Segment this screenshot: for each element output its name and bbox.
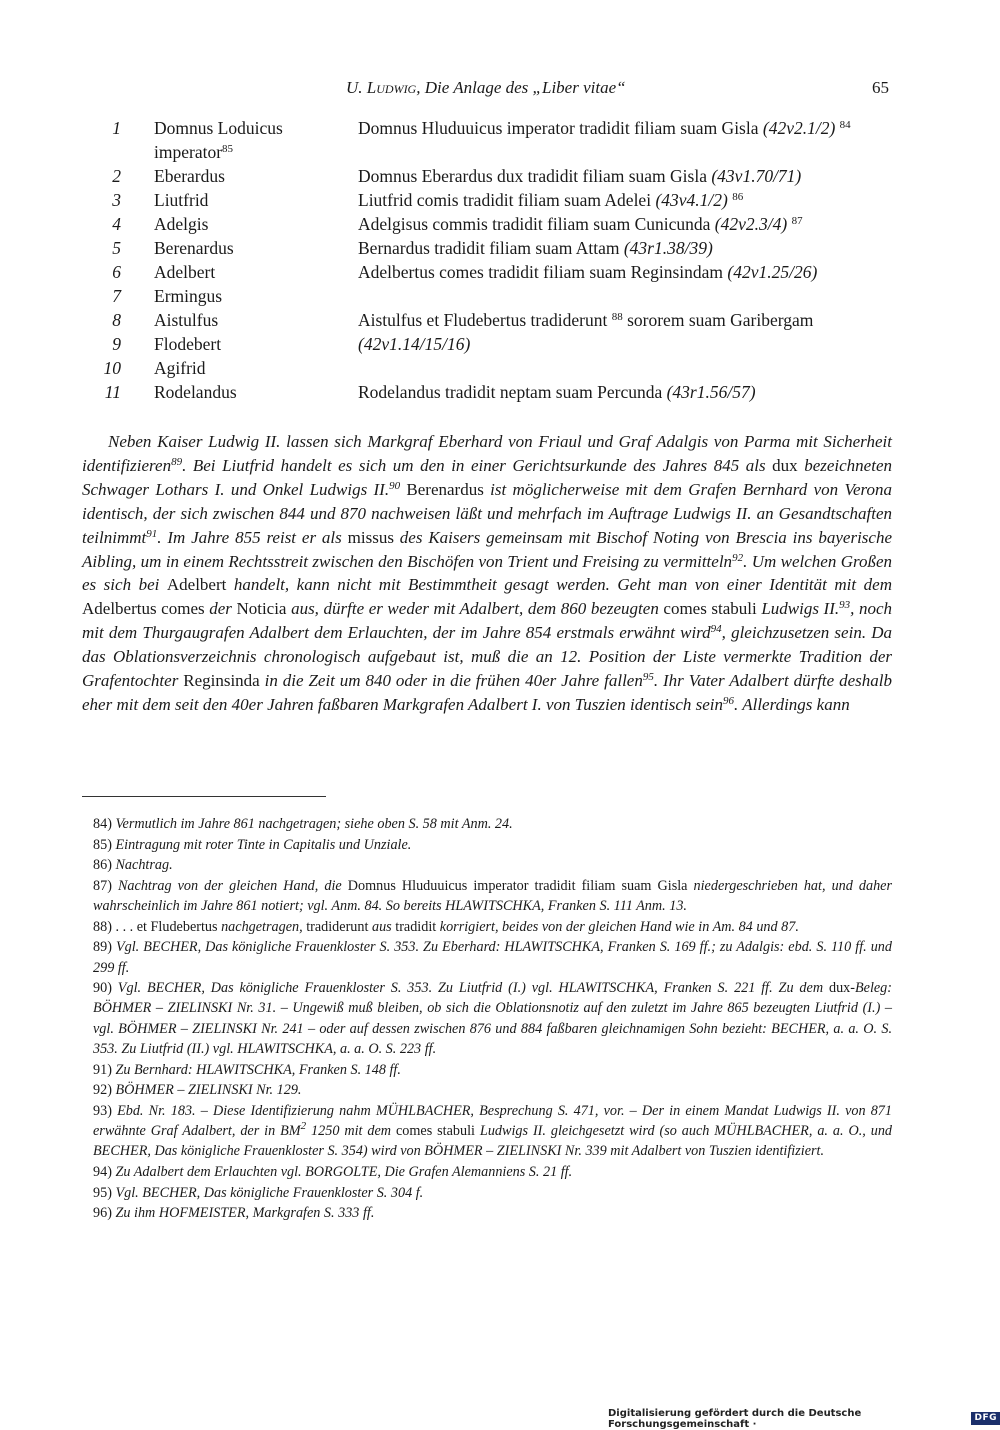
footnote-ref: 89 (171, 455, 183, 468)
register-name: Flodebert (154, 334, 222, 354)
footnote-ref: 91 (146, 527, 158, 540)
footnote-ref: 93 (839, 599, 851, 612)
body-text (82, 430, 892, 717)
register-row (80, 116, 910, 164)
register-entry (358, 284, 910, 308)
register-number: 4 (112, 214, 121, 234)
register-entry: Adelbertus comes tradidit filiam suam Reginsindam (42v1.25/26) (358, 262, 818, 282)
register-number: 1 (112, 118, 121, 138)
register-row (80, 308, 910, 332)
register-row (80, 332, 910, 356)
credit-text: Digitalisierung gefördert durch die Deutsche Forschungsgemeinschaft · (608, 1407, 862, 1430)
footnote-90: 90) Vgl. BECHER, Das königliche Frauenkloster S. 353. Zu Liutfrid (I.) vgl. HLAWITSCHKA, Franken S. 221 ff. Zu dem dux-Beleg: BÖHMER – ZIELINSKI Nr. 31. – Ungewiß muß bleiben, ob sich die Oblationsnotiz auf den zuletzt im Jahre 865 bezeugten Liutfrid (I.) – vgl. BÖHMER – ZIELINSKI Nr. 241 – oder auf dessen zwischen 876 und 884 faßbaren gleichnamigen Sohn bezieht: BECHER, a. a. O. S. 353. Zu Liutfrid (II.) vgl. HLAWITSCHKA, a. a. O. S. 223 ff. (93, 980, 892, 1058)
register-row (80, 212, 910, 236)
register-entry: Rodelandus tradidit neptam suam Percunda (43r1.56/57) (358, 382, 756, 402)
register-row (80, 260, 910, 284)
dfg-logo: DFG (971, 1412, 1000, 1425)
page-number: 65 (872, 78, 889, 97)
register-name: Liutfrid (154, 190, 209, 210)
footnote-96: 96) Zu ihm HOFMEISTER, Markgrafen S. 333 ff. (93, 1205, 375, 1222)
register-number: 5 (112, 238, 121, 258)
register-name: Domnus Loduicus imperator$^{85}$ (154, 118, 283, 162)
footnote-ref: 92 (732, 551, 744, 564)
register-entry: Domnus Hluduuicus imperator tradidit filiam suam Gisla (42v2.1/2) $^{84}$ (358, 118, 851, 138)
footnote-88: 88) . . . et Fludebertus nachgetragen, tradiderunt aus tradidit korrigiert, beides von der gleichen Hand wie in Am. 84 und 87. (93, 918, 799, 935)
footnote-ref: 96 (723, 694, 735, 707)
register-name: Agifrid (154, 358, 206, 378)
footnote-93: 93) Ebd. Nr. 183. – Diese Identifizierung nahm MÜHLBACHER, Besprechung S. 471, vor. – Der in einem Mandat Ludwigs II. von 871 erwähnte Graf Adalbert, der in $BM^2$ 1250 mit dem comes stabuli Ludwigs II. gleichgesetzt wird (so auch MÜHLBACHER, a. a. O., und BECHER, Das königliche Frauenkloster S. 354) wird von BÖHMER – ZIELINSKI Nr. 339 mit Adalbert von Tuszien identifiziert. (93, 1102, 893, 1160)
register-name: Eberardus (154, 166, 225, 186)
register-entry (358, 356, 910, 380)
footnote-87: 87) Nachtrag von der gleichen Hand, die Domnus Hluduuicus imperator tradidit filiam suam Gisla niedergeschrieben hat, und daher wahrscheinlich im Jahre 861 notiert; vgl. Anm. 84. So bereits HLAWITSCHKA, Franken S. 111 Anm. 13. (93, 877, 892, 915)
register-name: Adelgis (154, 214, 209, 234)
register-number: 8 (112, 310, 121, 330)
footnote-ref: 90 (389, 479, 401, 492)
footnote-95: 95) Vgl. BECHER, Das königliche Frauenkloster S. 304 f. (93, 1184, 424, 1201)
register-number: 9 (112, 334, 121, 354)
register-name: Adelbert (154, 262, 216, 282)
running-header (0, 78, 1000, 104)
register-number: 2 (112, 166, 121, 186)
register-row (80, 236, 910, 260)
footnote-84: 84) Vermutlich im Jahre 861 nachgetragen; siehe oben S. 58 mit Anm. 24. (93, 816, 513, 832)
title-rest: , Die Anlage des „Liber vitae“ (416, 78, 626, 97)
register-number: 6 (112, 262, 121, 282)
footnote-89: 89) Vgl. BECHER, Das königliche Frauenkloster S. 353. Zu Eberhard: HLAWITSCHKA, Franken S. 169 ff.; zu Adalgis: ebd. S. 110 ff. und 299 ff. (93, 939, 892, 976)
register-row (80, 188, 910, 212)
register-name: Rodelandus (154, 382, 237, 402)
footnote-91: 91) Zu Bernhard: HLAWITSCHKA, Franken S. 148 ff. (93, 1061, 401, 1078)
register-name: Aistulfus (154, 310, 219, 330)
footnote-separator (82, 796, 326, 797)
digitization-credit (608, 1407, 1000, 1430)
footnotes (82, 814, 892, 1224)
register-row (80, 380, 910, 404)
register-entry: (42v1.14/15/16) (358, 334, 471, 354)
register-entry: Bernardus tradidit filiam suam Attam (43r1.38/39) (358, 238, 713, 258)
body-paragraph: Neben Kaiser Ludwig II. lassen sich Markgraf Eberhard von Friaul und Graf Adalgis von Parma mit Sicherheit identifizieren$^{89}$. Bei Liutfrid handelt es sich um den in einer Gerichtsurkunde des Jahres 845 als dux bezeichneten Schwager Lothars I. und Onkel Ludwigs II.$^{90}$ Berenardus ist möglicherweise mit dem Grafen Bernhard von Verona identisch, der sich zwischen 844 und 870 nachweisen läßt und mehrfach im Auftrage Ludwigs II. an Gesandtschaften teilnimmt$^{91}$. Im Jahre 855 reist er als missus des Kaisers gemeinsam mit Bischof Noting von Brescia ins bayerische Aibling, um in einem Rechtsstreit zwischen den Bischöfen von Trient und Freising zu vermitteln$^{92}$. Um welchen Großen es sich bei Adelbert handelt, kann nicht mit Bestimmtheit gesagt werden. Geht man von einer Identität mit dem Adelbertus comes der Noticia aus, dürfte er weder mit Adalbert, dem 860 bezeugten comes stabuli Ludwigs II.$^{93}$, noch mit dem Thurgaugrafen Adalbert dem Erlauchten, der im Jahre 854 erstmals erwähnt wird$^{94}$, gleichzusetzen sein. Da das Oblationsverzeichnis chronologisch aufgebaut ist, muß die an 12. Position der Liste vermerkte Tradition der Grafentochter Reginsinda in die Zeit um 840 oder in die frühen 40er Jahre fallen$^{95}$. Ihr Vater Adalbert dürfte deshalb eher mit dem seit den 40er Jahren faßbaren Markgrafen Adalbert I. von Tuszien identisch sein$^{96}$. Allerdings kann (82, 432, 893, 714)
register-entry: Aistulfus et Fludebertus tradiderunt $^{88}$ sororem suam Garibergam (358, 310, 814, 330)
footnote-ref: 94 (710, 623, 722, 636)
register-row (80, 164, 910, 188)
footnote-92: 92) BÖHMER – ZIELINSKI Nr. 129. (93, 1082, 302, 1099)
footnote-85: 85) Eintragung mit roter Tinte in Capitalis und Unziale. (93, 836, 412, 853)
register-entry: Adelgisus commis tradidit filiam suam Cunicunda (42v2.3/4) $^{87}$ (358, 214, 803, 234)
footnote-ref: 95 (642, 671, 654, 684)
register-number: 3 (112, 190, 121, 210)
register-entry: Liutfrid comis tradidit filiam suam Adelei (43v4.1/2) $^{86}$ (358, 190, 744, 210)
register-number: 10 (103, 358, 121, 378)
register-number: 11 (104, 382, 121, 402)
footnote-86: 86) Nachtrag. (93, 857, 173, 874)
register-entry: Domnus Eberardus dux tradidit filiam suam Gisla (43v1.70/71) (358, 166, 802, 186)
register-name: Ermingus (154, 286, 223, 306)
footnote-94: 94) Zu Adalbert dem Erlauchten vgl. BORGOLTE, Die Grafen Alemanniens S. 21 ff. (93, 1164, 573, 1181)
author-surname: Ludwig (366, 78, 417, 97)
author-initial: U. (346, 78, 367, 97)
register-name: Berenardus (154, 238, 234, 258)
register-row (80, 356, 910, 380)
register-row (80, 284, 910, 308)
register-number: 7 (112, 286, 121, 306)
name-register-table (80, 116, 910, 404)
running-title (346, 78, 626, 98)
